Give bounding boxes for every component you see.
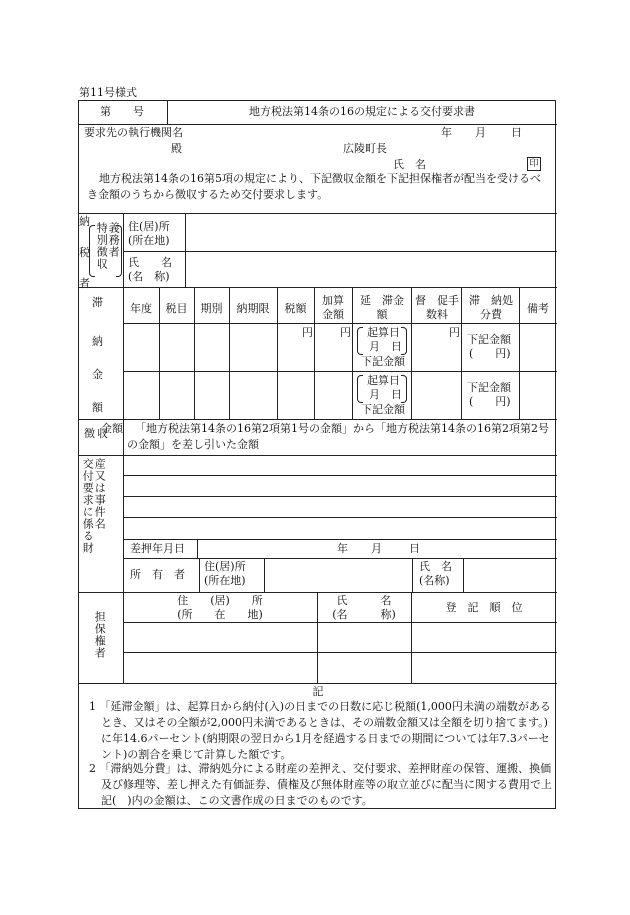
address-sub: (所在地) bbox=[128, 234, 170, 247]
secured-order-header: 登 記 順 位 bbox=[445, 601, 523, 614]
name-sub: (名 称) bbox=[128, 270, 170, 283]
secured-name-header: 氏 名 bbox=[336, 594, 392, 607]
header-due-date: 納期限 bbox=[236, 302, 270, 315]
yen-additional: 円 bbox=[340, 326, 351, 339]
date-year: 年 bbox=[441, 126, 452, 139]
collection-label-a: 徴収 bbox=[84, 427, 110, 440]
seal-stamp: 印 bbox=[527, 157, 541, 171]
arrears-side-2: 納 bbox=[92, 335, 103, 348]
delay-start-1: 起算日 bbox=[367, 326, 400, 339]
seizure-month: 月 bbox=[371, 542, 382, 555]
addressee-label: 要求先の執行機関名 bbox=[84, 126, 183, 139]
header-additional: 加算金額 bbox=[322, 294, 344, 321]
arrears-side-3: 金 bbox=[92, 368, 103, 381]
delay-amount-1: 下記金額 bbox=[361, 355, 405, 368]
fee-amount-1: 下記金額 bbox=[467, 333, 511, 346]
owner-address-label: 住(居)所 bbox=[204, 560, 246, 573]
arrears-side-1: 滞 bbox=[92, 296, 103, 309]
seizure-day: 日 bbox=[409, 542, 420, 555]
fee-value-2: ( 円) bbox=[469, 395, 511, 408]
taxpayer-label-bottom: 者 bbox=[79, 277, 90, 290]
header-period: 期別 bbox=[200, 302, 223, 315]
number-label: 第 号 bbox=[100, 105, 144, 118]
taxpayer-label-mid: 税 bbox=[79, 246, 90, 259]
requester-name-label: 氏 名 bbox=[393, 158, 426, 171]
note-item-2: 2 「滞納処分費」は、滞納処分による財産の差押え、交付要求、差押財産の保管、運搬、換価及び修理等、差し押えた有価証券、債権及び無体財産等の取立並びに配当に関する費用で上記( )内の金額は、この文書作成の日までのものです。 bbox=[89, 762, 552, 807]
delay-date-2: 月 日 bbox=[369, 388, 402, 401]
note-item-1: 1 「延滞金額」は、起算日から納付(入)の日までの日数に応じ税額(1,000円未満の端数があるとき、又はその全額が2,000円未満であるときは、その端数金額又は全額を切り捨てます。)に年14.6パーセント(納期限の翌日から1月を経過する日までの期間については年7.3パーセント)の割合を乗じて計算した額です。 bbox=[89, 700, 551, 761]
header-tax-item: 税目 bbox=[165, 302, 188, 315]
taxpayer-inner-col1: 特別徴収 bbox=[95, 222, 109, 270]
name-label: 氏 名 bbox=[128, 256, 172, 269]
delay-amount-2: 下記金額 bbox=[361, 403, 405, 416]
collection-text: 「地方税法第14条の16第2項第1号の金額」から「地方税法第14条の16第2項第2号の金額」を差し引いた金額 bbox=[127, 422, 549, 451]
secured-address-sub: (所 在 地) bbox=[177, 608, 263, 621]
form-title: 地方税法第14条の16の規定による交付要求書 bbox=[249, 105, 475, 118]
secured-side-label: 担保権者 bbox=[93, 611, 107, 659]
delay-date-1: 月 日 bbox=[369, 340, 402, 353]
delay-start-2: 起算日 bbox=[367, 374, 400, 387]
date-day: 日 bbox=[511, 126, 522, 139]
fee-value-1: ( 円) bbox=[469, 347, 511, 360]
requester-title: 広陵町長 bbox=[343, 142, 387, 155]
honorific: 殿 bbox=[171, 142, 182, 155]
seizure-year: 年 bbox=[337, 542, 348, 555]
header-tax-amount: 税額 bbox=[284, 302, 307, 315]
header-year: 年度 bbox=[130, 302, 152, 315]
date-month: 月 bbox=[475, 126, 486, 139]
collection-label-b: 金額 bbox=[101, 422, 123, 435]
secured-name-sub: (名 称) bbox=[332, 608, 396, 621]
owner-address-sub: (所在地) bbox=[204, 574, 246, 587]
taxpayer-inner-col2: 義務者 bbox=[107, 222, 121, 258]
seizure-label: 差押年月日 bbox=[130, 542, 185, 555]
secured-address-header: 住 (居) 所 bbox=[177, 594, 263, 607]
notes-heading: 記 bbox=[312, 685, 324, 698]
arrears-side-4: 額 bbox=[92, 401, 103, 414]
header-remarks: 備考 bbox=[527, 302, 549, 315]
intro-text: 地方税法第14条の16第5項の規定により、下記徴収金額を下記担保権者が配当を受けるべき金額のうちから徴収するため交付要求します。 bbox=[87, 172, 541, 201]
owner-name-label: 氏 名 bbox=[419, 560, 452, 573]
fee-amount-2: 下記金額 bbox=[467, 381, 511, 394]
form-number: 第11号様式 bbox=[79, 86, 137, 99]
taxpayer-label-top: 納 bbox=[79, 215, 90, 228]
property-side-a: 交付要求に係る財 bbox=[81, 458, 95, 554]
address-label: 住(居)所 bbox=[128, 220, 170, 233]
request-form bbox=[78, 100, 556, 809]
header-delay: 延 滞金 額 bbox=[360, 294, 415, 321]
yen-demand-fee: 円 bbox=[449, 326, 460, 339]
owner-name-sub: (名称) bbox=[419, 574, 450, 587]
yen-tax: 円 bbox=[302, 326, 313, 339]
owner-label: 所 有 者 bbox=[130, 568, 185, 581]
header-disposition-fee: 滞 納処分費 bbox=[469, 294, 513, 321]
property-side-b: 産又は事件名 bbox=[93, 458, 107, 530]
header-demand-fee: 督 促手数料 bbox=[415, 294, 459, 321]
